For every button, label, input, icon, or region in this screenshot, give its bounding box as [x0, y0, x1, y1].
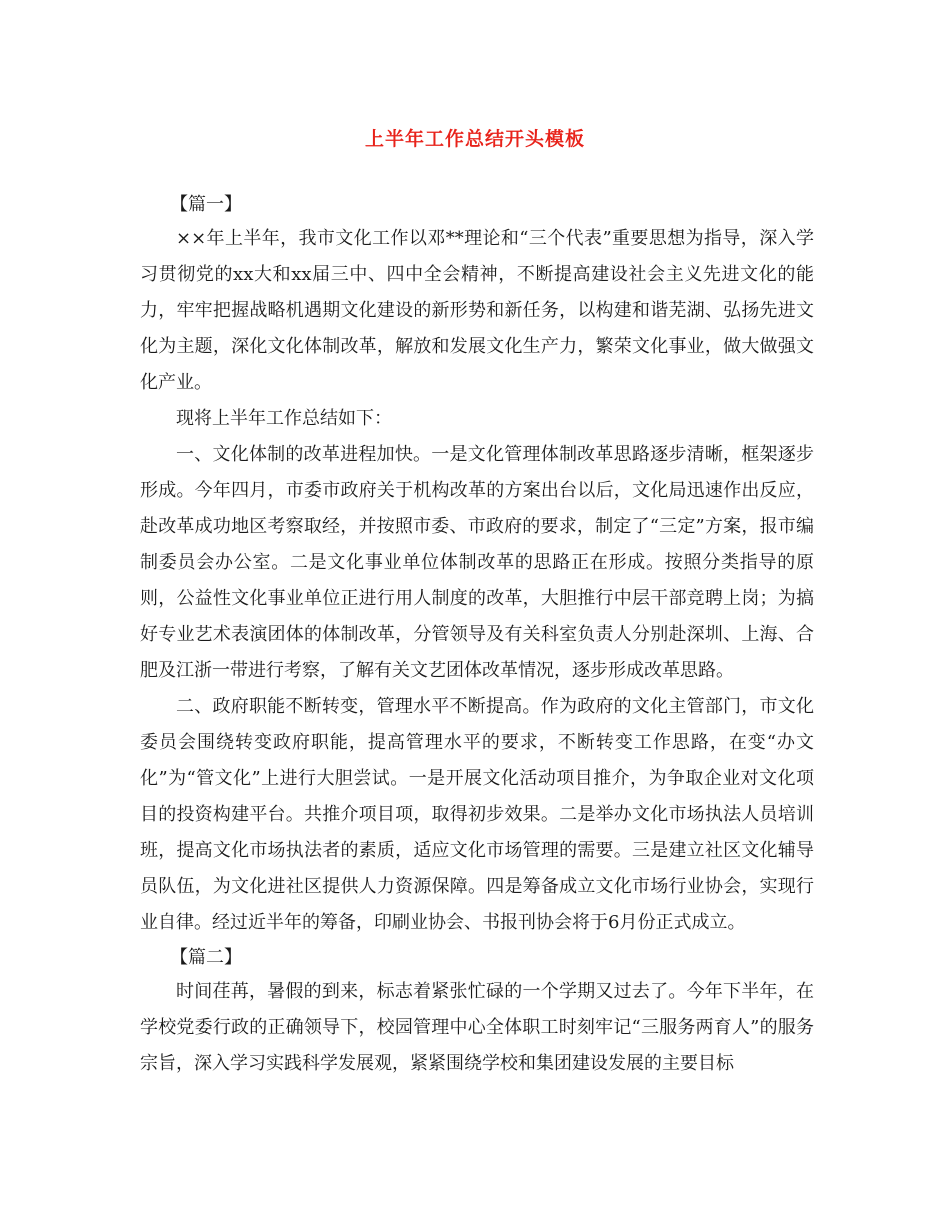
paragraph: 现将上半年工作总结如下：: [176, 408, 392, 429]
paragraph: ××年上半年，我市文化工作以邓**理论和“三个代表”重要思想为指导，深入学习贯彻党的xx大和xx届三中、四中全会精神，不断提高建设社会主义先进文化的能力，牢牢把握战略机遇期文化建设的新形势和新任务，以构建和谐芜湖、弘扬先进文化为主题，深化文化体制改革，解放和发展文化生产力，繁荣文化事业，做大做强文化产业。: [140, 228, 814, 393]
paragraph: 二、政府职能不断转变，管理水平不断提高。作为政府的文化主管部门，市文化委员会围绕转变政府职能，提高管理水平的要求，不断转变工作思路，在变“办文化”为“管文化”上进行大胆尝试。一是开展文化活动项目推介，为争取企业对文化项目的投资构建平台。共推介项目项，取得初步效果。二是举办文化市场执法人员培训班，提高文化市场执法者的素质，适应文化市场管理的需要。三是建立社区文化辅导员队伍，为文化进社区提供人力资源保障。四是筹备成立文化市场行业协会，实现行业自律。经过近半年的筹备，印刷业协会、书报刊协会将于6月份正式成立。: [140, 696, 814, 933]
document-title: 上半年工作总结开头模板: [364, 128, 585, 150]
paragraph: 时间荏苒，暑假的到来，标志着紧张忙碌的一个学期又过去了。今年下半年，在学校党委行政的正确领导下，校园管理中心全体职工时刻牢记“三服务两育人”的服务宗旨，深入学习实践科学发展观，紧紧围绕学校和集团建设发展的主要目标: [140, 981, 814, 1074]
document-body: [140, 188, 814, 1082]
section-1: [140, 188, 814, 941]
section-heading: 【篇二】: [170, 947, 242, 968]
paragraph: 一、文化体制的改革进程加快。一是文化管理体制改革思路逐步清晰，框架逐步形成。今年四月，市委市政府关于机构改革的方案出台以后，文化局迅速作出反应，赴改革成功地区考察取经，并按照市委、市政府的要求，制定了“三定”方案，报市编制委员会办公室。二是文化事业单位体制改革的思路正在形成。按照分类指导的原则，公益性文化事业单位正进行用人制度的改革，大胆推行中层干部竞聘上岗；为搞好专业艺术表演团体的体制改革，分管领导及有关科室负责人分别赴深圳、上海、合肥及江浙一带进行考察，了解有关文艺团体改革情况，逐步形成改革思路。: [140, 444, 814, 681]
section-2: [140, 941, 814, 1082]
section-heading: 【篇一】: [170, 194, 242, 215]
